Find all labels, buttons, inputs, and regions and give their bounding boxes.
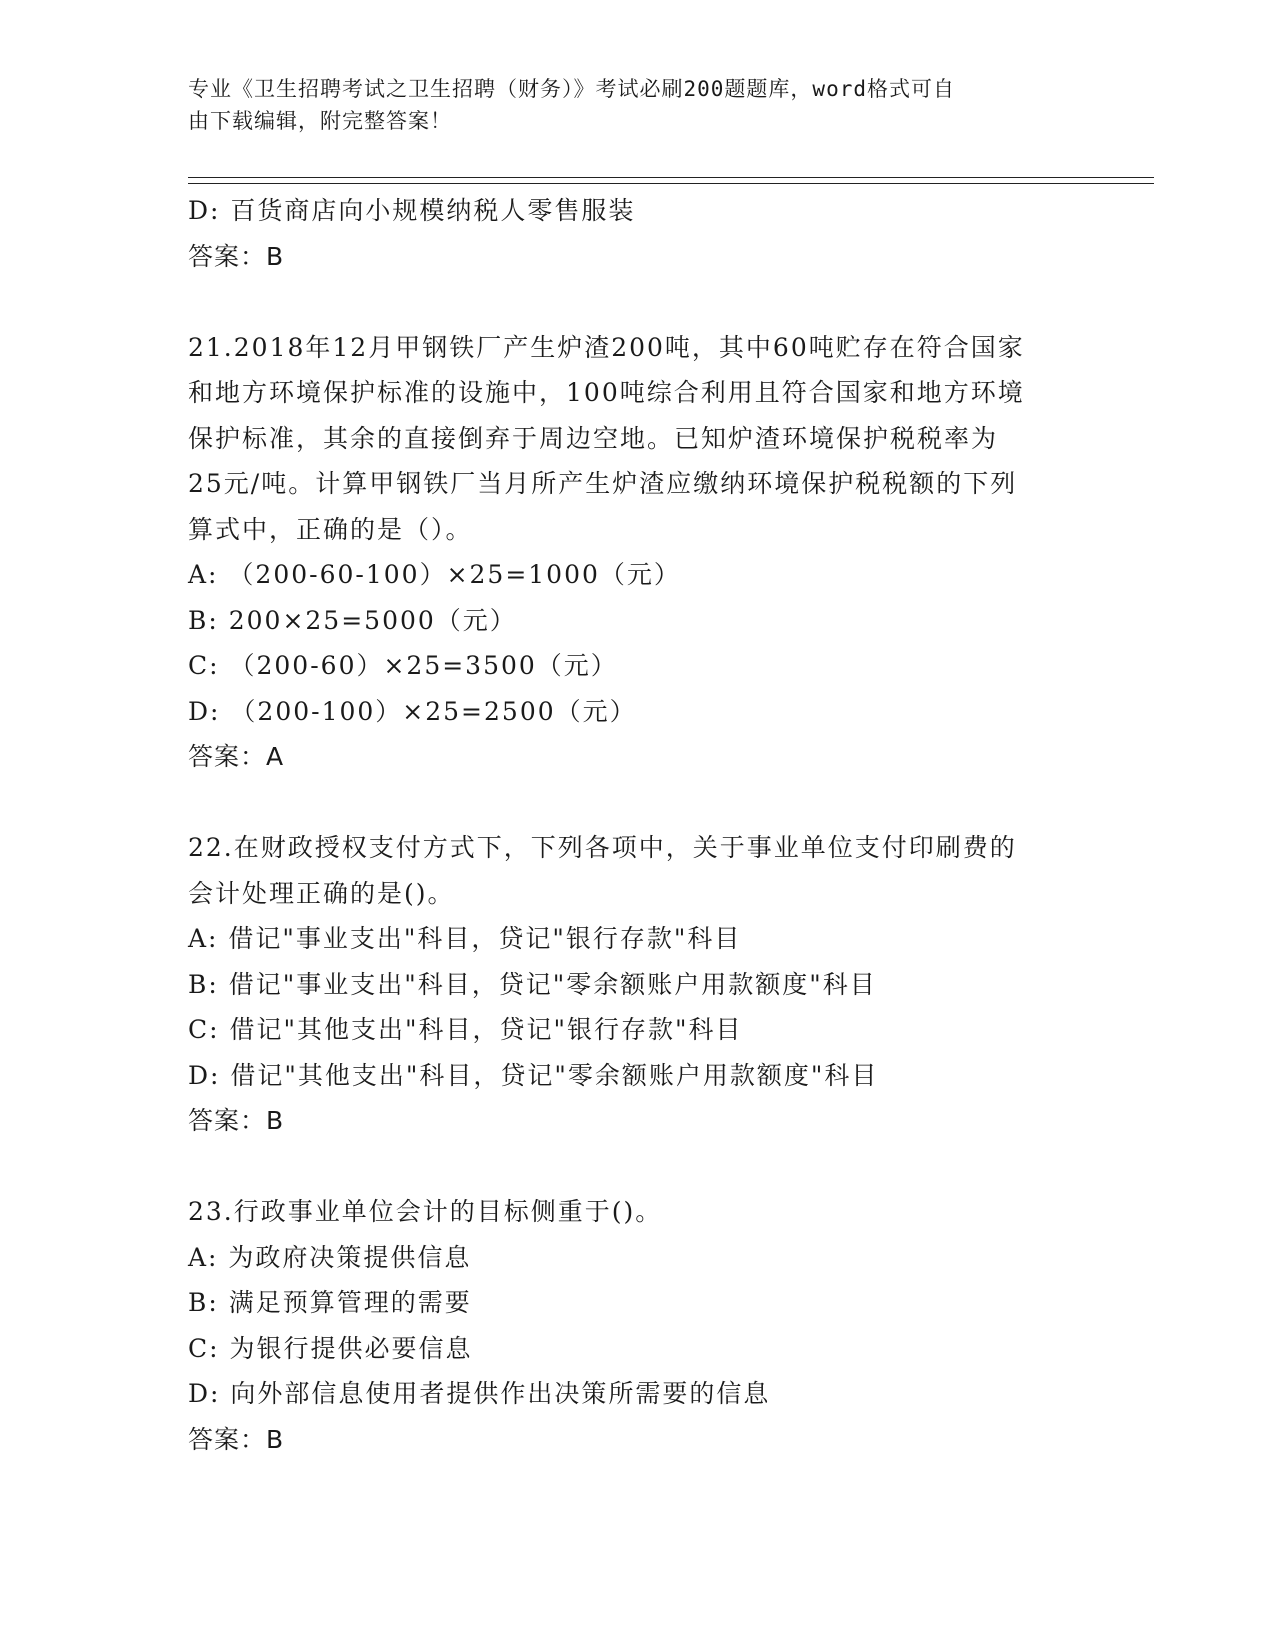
question-21-line-5: 算式中，正确的是（）。 (188, 514, 473, 544)
question-23 (188, 1189, 1088, 1235)
header-line-2: 由下载编辑，附完整答案！ (188, 109, 452, 133)
prev-option-d: D: 百货商店向小规模纳税人零售服装 (188, 196, 636, 225)
question-22-line-2: 会计处理正确的是()。 (188, 878, 455, 908)
spacer (188, 1144, 1088, 1190)
question-22-option-c: C: 借记"其他支出"科目，贷记"银行存款"科目 (188, 1015, 743, 1044)
question-22 (188, 825, 1088, 916)
header-line-1: 专业《卫生招聘考试之卫生招聘（财务）》考试必刷200题题库，word格式可自 (188, 77, 955, 101)
document-header (188, 73, 1068, 137)
question-content (188, 188, 1088, 1462)
question-23-line-1: 23.行政事业单位会计的目标侧重于()。 (188, 1197, 663, 1226)
question-23-option-c: C: 为银行提供必要信息 (188, 1333, 473, 1363)
question-21 (188, 325, 1088, 553)
question-21-option-b: B: 200×25=5000（元） (188, 605, 517, 635)
question-21-option-d: D: （200-100）×25=2500（元） (188, 696, 637, 726)
question-22-option-d: D: 借记"其他支出"科目，贷记"零余额账户用款额度"科目 (188, 1060, 879, 1090)
question-23-option-a: A: 为政府决策提供信息 (188, 1242, 472, 1272)
question-21-line-3: 保护标准，其余的直接倒弃于周边空地。已知炉渣环境保护税税率为 (188, 423, 999, 453)
header-rule-top (188, 177, 1154, 178)
prev-answer: 答案：B (188, 241, 285, 271)
question-22-answer: 答案：B (188, 1106, 285, 1135)
question-22-option-a: A: 借记"事业支出"科目，贷记"银行存款"科目 (188, 924, 742, 953)
question-21-answer: 答案：A (188, 742, 285, 771)
question-21-line-1: 21.2018年12月甲钢铁厂产生炉渣200吨，其中60吨贮存在符合国家 (188, 332, 1025, 362)
spacer (188, 780, 1088, 826)
question-23-answer: 答案：B (188, 1424, 285, 1454)
question-21-line-4: 25元/吨。计算甲钢铁厂当月所产生炉渣应缴纳环境保护税税额的下列 (188, 469, 1018, 498)
question-22-line-1: 22.在财政授权支付方式下，下列各项中，关于事业单位支付印刷费的 (188, 833, 1017, 862)
question-21-option-a: A: （200-60-100）×25=1000（元） (188, 560, 681, 589)
spacer (188, 279, 1088, 325)
question-21-line-2: 和地方环境保护标准的设施中，100吨综合利用且符合国家和地方环境 (188, 378, 1025, 407)
question-22-option-b: B: 借记"事业支出"科目，贷记"零余额账户用款额度"科目 (188, 969, 877, 999)
question-23-option-d: D: 向外部信息使用者提供作出决策所需要的信息 (188, 1379, 771, 1408)
header-rule-bottom (188, 183, 1154, 184)
question-21-option-c: C: （200-60）×25=3500（元） (188, 651, 618, 680)
question-23-option-b: B: 满足预算管理的需要 (188, 1288, 472, 1317)
